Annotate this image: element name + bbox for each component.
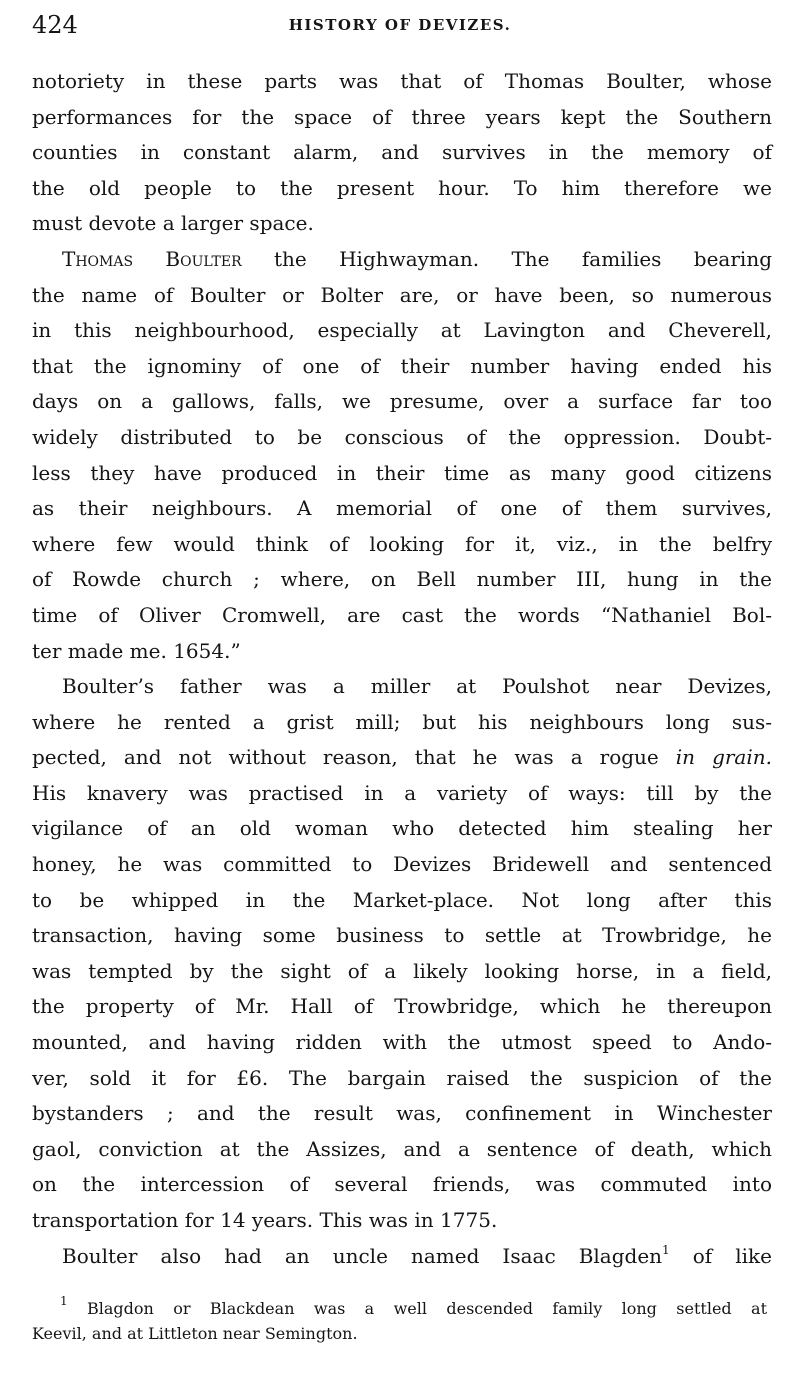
text-segment: of like xyxy=(669,1243,772,1268)
text-line: mounted, and having ridden with the utmost speed to Ando- xyxy=(32,1030,772,1055)
text-line: vigilance of an old woman who detected him stealing her xyxy=(32,816,772,841)
page-header xyxy=(32,10,768,40)
text-line: must devote a larger space. xyxy=(32,211,314,236)
running-title: HISTORY OF DEVIZES. xyxy=(288,16,512,34)
footnote-line xyxy=(32,1296,767,1321)
text-line xyxy=(32,740,772,776)
footnote-line: Keevil, and at Littleton near Semington. xyxy=(32,1324,358,1343)
text-line: counties in constant alarm, and survives in the memory of xyxy=(32,140,772,165)
text-line: was tempted by the sight of a likely looking horse, in a field, xyxy=(32,958,772,983)
text-line: His knavery was practised in a variety of ways: till by the xyxy=(32,780,772,805)
text-line: ter made me. 1654.” xyxy=(32,638,241,663)
body-text xyxy=(32,64,772,1274)
section-heading: Thomas Boulter xyxy=(62,246,242,271)
text-line: where he rented a grist mill; but his neighbours long sus- xyxy=(32,709,772,734)
text-line: Boulter’s father was a miller at Poulshot near Devizes, xyxy=(62,674,772,699)
text-segment: Boulter also had an uncle named Isaac Blagden xyxy=(62,1243,663,1268)
text-line: gaol, conviction at the Assizes, and a sentence of death, which xyxy=(32,1136,772,1161)
text-line: transportation for 14 years. This was in 1775. xyxy=(32,1208,498,1232)
footnote xyxy=(32,1296,767,1346)
page-number: 424 xyxy=(32,11,78,39)
text-line: performances for the space of three years kept the Southern xyxy=(32,104,772,129)
text-line: the property of Mr. Hall of Trowbridge, which he thereupon xyxy=(32,994,772,1019)
text-line: transaction, having some business to settle at Trowbridge, he xyxy=(32,923,772,948)
footnote-reference[interactable]: 1 xyxy=(662,1242,670,1257)
text-line: where few would think of looking for it, viz., in the belfry xyxy=(32,531,772,556)
text-line: days on a gallows, falls, we presume, over a surface far too xyxy=(32,389,772,414)
text-line: as their neighbours. A memorial of one of them survives, xyxy=(32,496,772,521)
text-line: honey, he was committed to Devizes Bridewell and sentenced xyxy=(32,852,772,877)
text-line: ver, sold it for £6. The bargain raised the suspicion of the xyxy=(32,1065,772,1090)
text-line: widely distributed to be conscious of the oppression. Doubt- xyxy=(32,424,772,449)
text-line: bystanders ; and the result was, confinement in Winchester xyxy=(32,1101,772,1126)
text-line: notoriety in these parts was that of Thomas Boulter, whose xyxy=(32,69,772,93)
text-line: to be whipped in the Market-place. Not long after this xyxy=(32,887,772,912)
footnote-marker: 1 xyxy=(60,1294,68,1308)
text-line: of Rowde church ; where, on Bell number III, hung in the xyxy=(32,567,772,592)
text-segment: the Highwayman. The families bearing xyxy=(241,246,773,271)
text-line: the old people to the present hour. To him therefore we xyxy=(32,175,772,200)
text-line: time of Oliver Cromwell, are cast the words “Nathaniel Bol- xyxy=(32,602,772,627)
italic-phrase: in grain. xyxy=(675,745,772,770)
text-line: the name of Boulter or Bolter are, or have been, so numerous xyxy=(32,282,772,307)
text-line: on the intercession of several friends, was commuted into xyxy=(32,1172,772,1197)
text-segment: pected, and not without reason, that he was a rogue xyxy=(32,745,676,770)
text-line: in this neighbourhood, especially at Lavington and Cheverell, xyxy=(32,318,772,343)
text-line: that the ignominy of one of their number having ended his xyxy=(32,353,772,378)
text-segment: Blagdon or Blackdean was a well descended family long settled at xyxy=(67,1299,767,1318)
text-line xyxy=(32,1239,772,1275)
text-line xyxy=(32,242,772,278)
text-line: less they have produced in their time as many good citizens xyxy=(32,460,772,485)
